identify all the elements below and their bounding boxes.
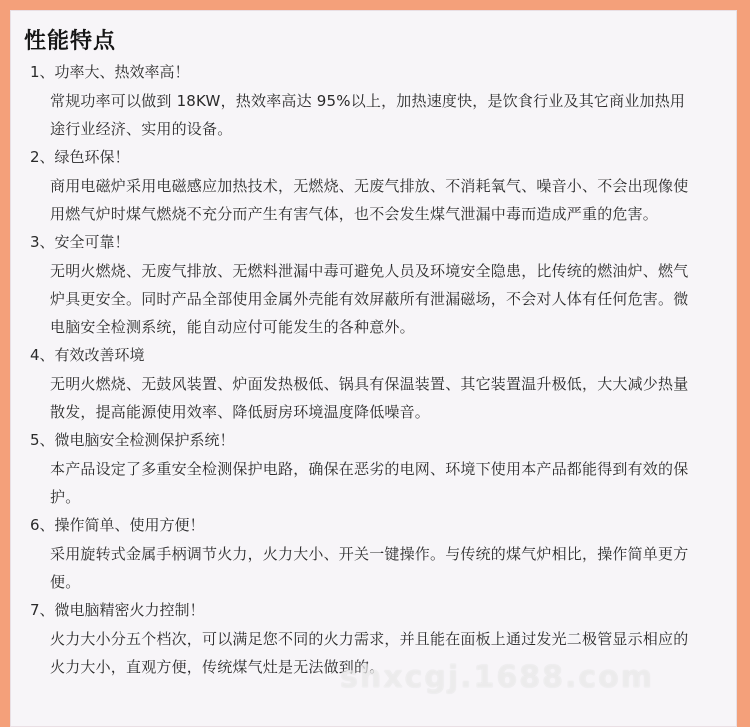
feature-item	[10, 596, 737, 681]
feature-list	[10, 58, 737, 681]
feature-body: 常规功率可以做到 18KW，热效率高达 95%以上，加热速度快，是饮食行业及其它商业加热用途行业经济、实用的设备。	[50, 92, 686, 138]
feature-body: 火力大小分五个档次，可以满足您不同的火力需求，并且能在面板上通过发光二极管显示相应的火力大小，直观方便，传统煤气灶是无法做到的。	[50, 630, 689, 676]
feature-heading: 6、操作简单、使用方便！	[30, 516, 205, 534]
feature-heading: 1、功率大、热效率高！	[30, 63, 190, 81]
feature-body: 无明火燃烧、无鼓风装置、炉面发热极低、锅具有保温装置、其它装置温升极低，大大减少热量散发，提高能源使用效率、降低厨房环境温度降低噪音。	[50, 375, 689, 421]
feature-heading: 3、安全可靠！	[30, 233, 130, 251]
feature-heading: 5、微电脑安全检测保护系统！	[30, 431, 235, 449]
page-title: 性能特点	[24, 29, 117, 54]
feature-item	[10, 143, 737, 228]
watermark: shxcgj.1688.com	[340, 660, 655, 695]
feature-body: 采用旋转式金属手柄调节火力，火力大小、开关一键操作。与传统的煤气炉相比，操作简单更方便。	[50, 545, 689, 591]
feature-item	[10, 511, 737, 596]
content-panel	[10, 10, 737, 727]
feature-body: 本产品设定了多重安全检测保护电路，确保在恶劣的电网、环境下使用本产品都能得到有效的保护。	[50, 460, 689, 506]
feature-heading: 7、微电脑精密火力控制！	[30, 601, 205, 619]
feature-body: 商用电磁炉采用电磁感应加热技术，无燃烧、无废气排放、不消耗氧气、噪音小、不会出现像使用燃气炉时煤气燃烧不充分而产生有害气体，也不会发生煤气泄漏中毒而造成严重的危害。	[50, 177, 689, 223]
feature-body: 无明火燃烧、无废气排放、无燃料泄漏中毒可避免人员及环境安全隐患，比传统的燃油炉、燃气炉具更安全。同时产品全部使用金属外壳能有效屏蔽所有泄漏磁场，不会对人体有任何危害。微电脑安全检测系统，能自动应付可能发生的各种意外。	[50, 262, 689, 336]
feature-heading: 4、有效改善环境	[30, 346, 145, 364]
feature-item	[10, 426, 737, 511]
feature-item	[10, 341, 737, 426]
feature-heading: 2、绿色环保！	[30, 148, 130, 166]
feature-item	[10, 58, 737, 143]
feature-item	[10, 228, 737, 341]
